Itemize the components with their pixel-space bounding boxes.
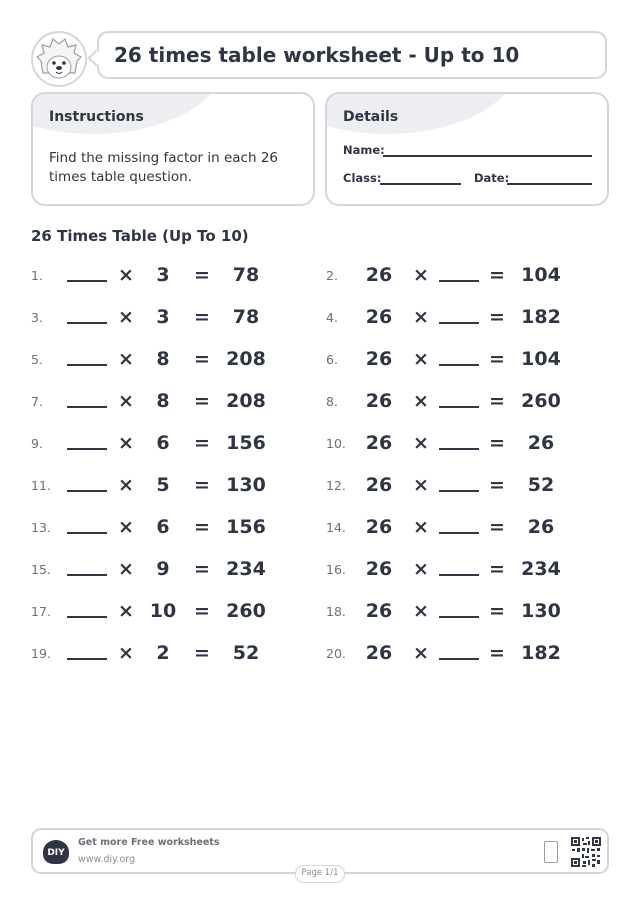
product-value: 182 xyxy=(521,642,561,664)
answer-blank[interactable] xyxy=(67,448,107,450)
product-value: 234 xyxy=(226,558,266,580)
product-value: 78 xyxy=(232,306,260,328)
product-value: 208 xyxy=(226,348,266,370)
answer-blank[interactable] xyxy=(67,658,107,660)
question-row xyxy=(326,641,586,665)
times-sign: × xyxy=(118,600,134,622)
name-field[interactable] xyxy=(383,155,592,157)
times-sign: × xyxy=(118,558,134,580)
question-number: 15. xyxy=(31,562,51,577)
answer-blank[interactable] xyxy=(439,280,479,282)
answer-blank[interactable] xyxy=(67,280,107,282)
details-panel xyxy=(325,92,609,206)
question-number: 9. xyxy=(31,436,43,451)
instructions-text: Find the missing factor in each 26 times table question. xyxy=(49,150,278,185)
question-number: 5. xyxy=(31,352,43,367)
question-row xyxy=(326,473,586,497)
equals-sign: = xyxy=(489,264,505,286)
times-sign: × xyxy=(413,432,429,454)
times-sign: × xyxy=(118,306,134,328)
question-number: 2. xyxy=(326,268,338,283)
footer-promo[interactable]: Get more Free worksheets xyxy=(78,837,220,848)
answer-blank[interactable] xyxy=(439,616,479,618)
product-value: 130 xyxy=(521,600,561,622)
question-row xyxy=(326,389,586,413)
product-value: 26 xyxy=(527,516,555,538)
times-sign: × xyxy=(413,474,429,496)
hedgehog-icon xyxy=(33,33,85,85)
times-sign: × xyxy=(118,264,134,286)
factor-b: 8 xyxy=(156,348,170,370)
factor-a: 26 xyxy=(365,390,393,412)
question-row xyxy=(326,557,586,581)
factor-a: 26 xyxy=(365,516,393,538)
factor-a: 26 xyxy=(365,474,393,496)
diy-logo: DIY xyxy=(43,840,69,864)
equals-sign: = xyxy=(489,642,505,664)
question-row xyxy=(326,515,586,539)
factor-b: 6 xyxy=(156,516,170,538)
class-label: Class: xyxy=(343,171,382,185)
answer-blank[interactable] xyxy=(67,616,107,618)
answer-blank[interactable] xyxy=(67,364,107,366)
product-value: 52 xyxy=(527,474,555,496)
factor-a: 26 xyxy=(365,600,393,622)
factor-a: 26 xyxy=(365,306,393,328)
equals-sign: = xyxy=(489,600,505,622)
product-value: 26 xyxy=(527,432,555,454)
factor-a: 26 xyxy=(365,432,393,454)
instructions-panel xyxy=(31,92,315,206)
times-sign: × xyxy=(118,432,134,454)
answer-blank[interactable] xyxy=(439,406,479,408)
question-number: 17. xyxy=(31,604,51,619)
question-number: 10. xyxy=(326,436,346,451)
question-row xyxy=(31,599,291,623)
product-value: 104 xyxy=(521,348,561,370)
question-row xyxy=(31,431,291,455)
product-value: 156 xyxy=(226,432,266,454)
question-number: 19. xyxy=(31,646,51,661)
times-sign: × xyxy=(118,390,134,412)
question-number: 1. xyxy=(31,268,43,283)
question-number: 13. xyxy=(31,520,51,535)
factor-b: 9 xyxy=(156,558,170,580)
factor-b: 6 xyxy=(156,432,170,454)
equals-sign: = xyxy=(194,348,210,370)
equals-sign: = xyxy=(489,474,505,496)
times-sign: × xyxy=(118,642,134,664)
name-label: Name: xyxy=(343,143,385,157)
factor-b: 5 xyxy=(156,474,170,496)
equals-sign: = xyxy=(194,600,210,622)
product-value: 104 xyxy=(521,264,561,286)
times-sign: × xyxy=(413,600,429,622)
answer-blank[interactable] xyxy=(439,532,479,534)
answer-blank[interactable] xyxy=(439,322,479,324)
question-row xyxy=(31,347,291,371)
question-row xyxy=(31,515,291,539)
product-value: 182 xyxy=(521,306,561,328)
question-row xyxy=(31,641,291,665)
date-field[interactable] xyxy=(507,183,592,185)
factor-b: 3 xyxy=(156,264,170,286)
equals-sign: = xyxy=(194,390,210,412)
factor-a: 26 xyxy=(365,264,393,286)
instructions-heading: Instructions xyxy=(49,109,144,125)
equals-sign: = xyxy=(194,558,210,580)
question-row xyxy=(31,389,291,413)
question-row xyxy=(326,599,586,623)
factor-a: 26 xyxy=(365,348,393,370)
factor-b: 8 xyxy=(156,390,170,412)
footer-url[interactable]: www.diy.org xyxy=(78,854,135,865)
answer-blank[interactable] xyxy=(439,364,479,366)
answer-blank[interactable] xyxy=(67,490,107,492)
product-value: 156 xyxy=(226,516,266,538)
product-value: 78 xyxy=(232,264,260,286)
factor-a: 26 xyxy=(365,558,393,580)
factor-b: 2 xyxy=(156,642,170,664)
equals-sign: = xyxy=(194,264,210,286)
answer-blank[interactable] xyxy=(439,658,479,660)
times-sign: × xyxy=(413,264,429,286)
factor-b: 3 xyxy=(156,306,170,328)
question-number: 11. xyxy=(31,478,51,493)
equals-sign: = xyxy=(489,348,505,370)
page-title: 26 times table worksheet - Up to 10 xyxy=(114,43,520,67)
question-row xyxy=(326,347,586,371)
answer-blank[interactable] xyxy=(67,574,107,576)
times-sign: × xyxy=(413,348,429,370)
product-value: 260 xyxy=(521,390,561,412)
equals-sign: = xyxy=(489,306,505,328)
times-sign: × xyxy=(413,390,429,412)
answer-blank[interactable] xyxy=(439,448,479,450)
times-sign: × xyxy=(118,348,134,370)
times-sign: × xyxy=(413,642,429,664)
times-sign: × xyxy=(118,516,134,538)
phone-icon xyxy=(544,841,558,863)
section-title: 26 Times Table (Up To 10) xyxy=(31,227,249,245)
question-row xyxy=(326,263,586,287)
equals-sign: = xyxy=(489,390,505,412)
details-heading: Details xyxy=(343,109,399,125)
answer-blank[interactable] xyxy=(67,406,107,408)
product-value: 52 xyxy=(232,642,260,664)
question-row xyxy=(31,305,291,329)
product-value: 234 xyxy=(521,558,561,580)
product-value: 208 xyxy=(226,390,266,412)
product-value: 130 xyxy=(226,474,266,496)
times-sign: × xyxy=(118,474,134,496)
product-value: 260 xyxy=(226,600,266,622)
question-number: 6. xyxy=(326,352,338,367)
mascot-avatar xyxy=(31,31,87,87)
times-sign: × xyxy=(413,306,429,328)
times-sign: × xyxy=(413,516,429,538)
equals-sign: = xyxy=(194,516,210,538)
factor-a: 26 xyxy=(365,642,393,664)
equals-sign: = xyxy=(489,558,505,580)
title-banner xyxy=(97,31,607,79)
answer-blank[interactable] xyxy=(67,532,107,534)
equals-sign: = xyxy=(194,474,210,496)
equals-sign: = xyxy=(194,432,210,454)
question-number: 18. xyxy=(326,604,346,619)
factor-b: 10 xyxy=(149,600,177,622)
qr-code-icon xyxy=(570,836,602,868)
question-row xyxy=(326,305,586,329)
date-label: Date: xyxy=(474,171,510,185)
answer-blank[interactable] xyxy=(439,574,479,576)
question-number: 7. xyxy=(31,394,43,409)
answer-blank[interactable] xyxy=(67,322,107,324)
equals-sign: = xyxy=(489,432,505,454)
equals-sign: = xyxy=(194,642,210,664)
question-row xyxy=(31,473,291,497)
question-number: 16. xyxy=(326,562,346,577)
question-number: 3. xyxy=(31,310,43,325)
question-number: 12. xyxy=(326,478,346,493)
question-row xyxy=(31,557,291,581)
question-number: 4. xyxy=(326,310,338,325)
question-row xyxy=(31,263,291,287)
times-sign: × xyxy=(413,558,429,580)
equals-sign: = xyxy=(489,516,505,538)
page-number: Page 1/1 xyxy=(295,865,345,883)
class-field[interactable] xyxy=(380,183,461,185)
question-number: 20. xyxy=(326,646,346,661)
equals-sign: = xyxy=(194,306,210,328)
question-row xyxy=(326,431,586,455)
question-number: 14. xyxy=(326,520,346,535)
question-number: 8. xyxy=(326,394,338,409)
answer-blank[interactable] xyxy=(439,490,479,492)
